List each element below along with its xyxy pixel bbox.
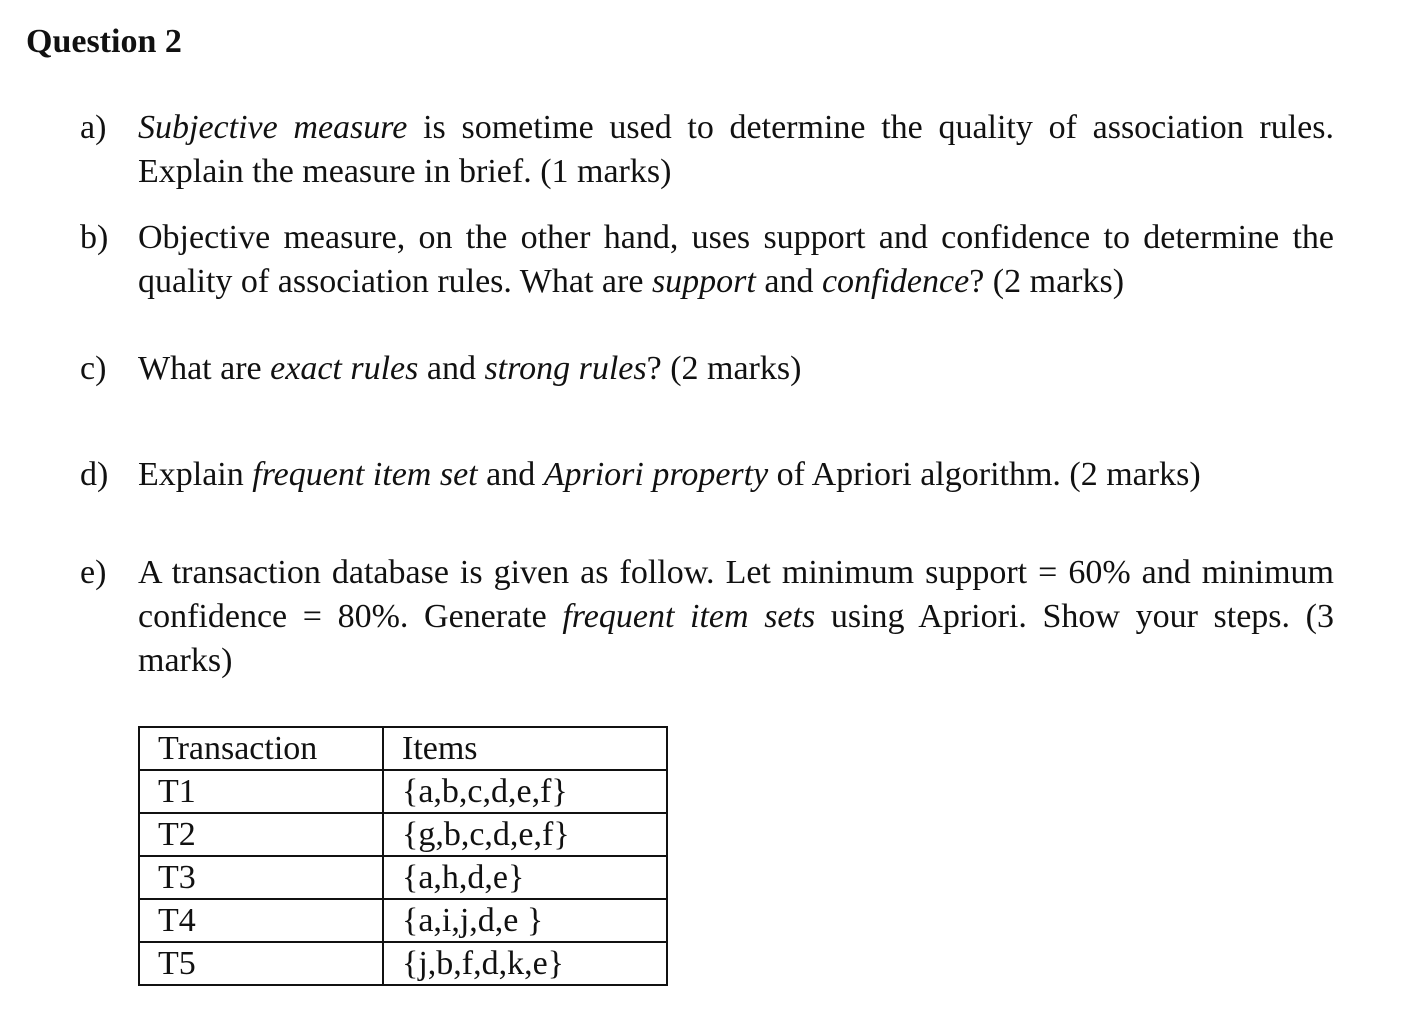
question-d-text [138, 453, 1334, 497]
transaction-id: T4 [139, 899, 383, 942]
question-c-connector: and [418, 350, 485, 387]
header-items: Items [383, 727, 667, 770]
question-d-body: Explain [138, 456, 253, 493]
transaction-id: T5 [139, 942, 383, 985]
question-b-connector: and [755, 263, 822, 300]
question-a-label: a) [80, 109, 107, 146]
question-a-text [138, 106, 1334, 194]
question-e-label: e) [80, 554, 107, 591]
question-c-marks: ? (2 marks) [646, 350, 802, 387]
question-e-term-frequent: frequent item sets [562, 598, 816, 635]
question-c-text [138, 347, 1334, 391]
transaction-items: {j,b,f,d,k,e} [383, 942, 667, 985]
table-row [139, 942, 667, 985]
question-d [80, 453, 1334, 497]
question-e [80, 551, 1334, 683]
question-a-term: Subjective measure [138, 109, 408, 146]
question-d-term-apriori: Apriori property [543, 456, 769, 493]
question-b-term-confidence: confidence [821, 263, 970, 300]
table-row [139, 856, 667, 899]
question-d-label: d) [80, 456, 109, 493]
transaction-items: {a,h,d,e} [383, 856, 667, 899]
question-title: Question 2 [26, 23, 182, 60]
transaction-items: {g,b,c,d,e,f} [383, 813, 667, 856]
question-b-label: b) [80, 219, 109, 256]
table-row [139, 899, 667, 942]
question-a-body: is sometime used to determine the quality of association rules. Explain the measure in brief. (1 marks) [138, 109, 1334, 190]
question-c-term-strong: strong rules [484, 350, 647, 387]
question-b-body: Objective measure, on the other hand, uses support and confidence to determine the quality of association rules. What are [138, 219, 1334, 300]
transaction-id: T2 [139, 813, 383, 856]
transaction-id: T3 [139, 856, 383, 899]
question-b-marks: ? (2 marks) [969, 263, 1125, 300]
transaction-items: {a,i,j,d,e } [383, 899, 667, 942]
question-b-text [138, 216, 1334, 304]
question-a [80, 106, 1334, 194]
transaction-items: {a,b,c,d,e,f} [383, 770, 667, 813]
question-c [80, 347, 1334, 391]
question-b-term-support: support [651, 263, 756, 300]
question-d-connector: and [477, 456, 544, 493]
question-c-body: What are [138, 350, 271, 387]
question-e-text [138, 551, 1334, 683]
table-row [139, 770, 667, 813]
question-c-term-exact: exact rules [270, 350, 419, 387]
table-row [139, 813, 667, 856]
question-d-term-frequent: frequent item set [252, 456, 478, 493]
question-d-marks: of Apriori algorithm. (2 marks) [768, 456, 1201, 493]
transaction-table [138, 726, 668, 986]
question-e-marks: using Apriori. Show your steps. (3 marks) [138, 598, 1334, 679]
question-c-label: c) [80, 350, 107, 387]
question-e-body: A transaction database is given as follow. Let minimum support = 60% and minimum confidence = 80%. Generate [138, 554, 1334, 635]
transaction-id: T1 [139, 770, 383, 813]
header-transaction: Transaction [139, 727, 383, 770]
table-header-row [139, 727, 667, 770]
question-b [80, 216, 1334, 304]
